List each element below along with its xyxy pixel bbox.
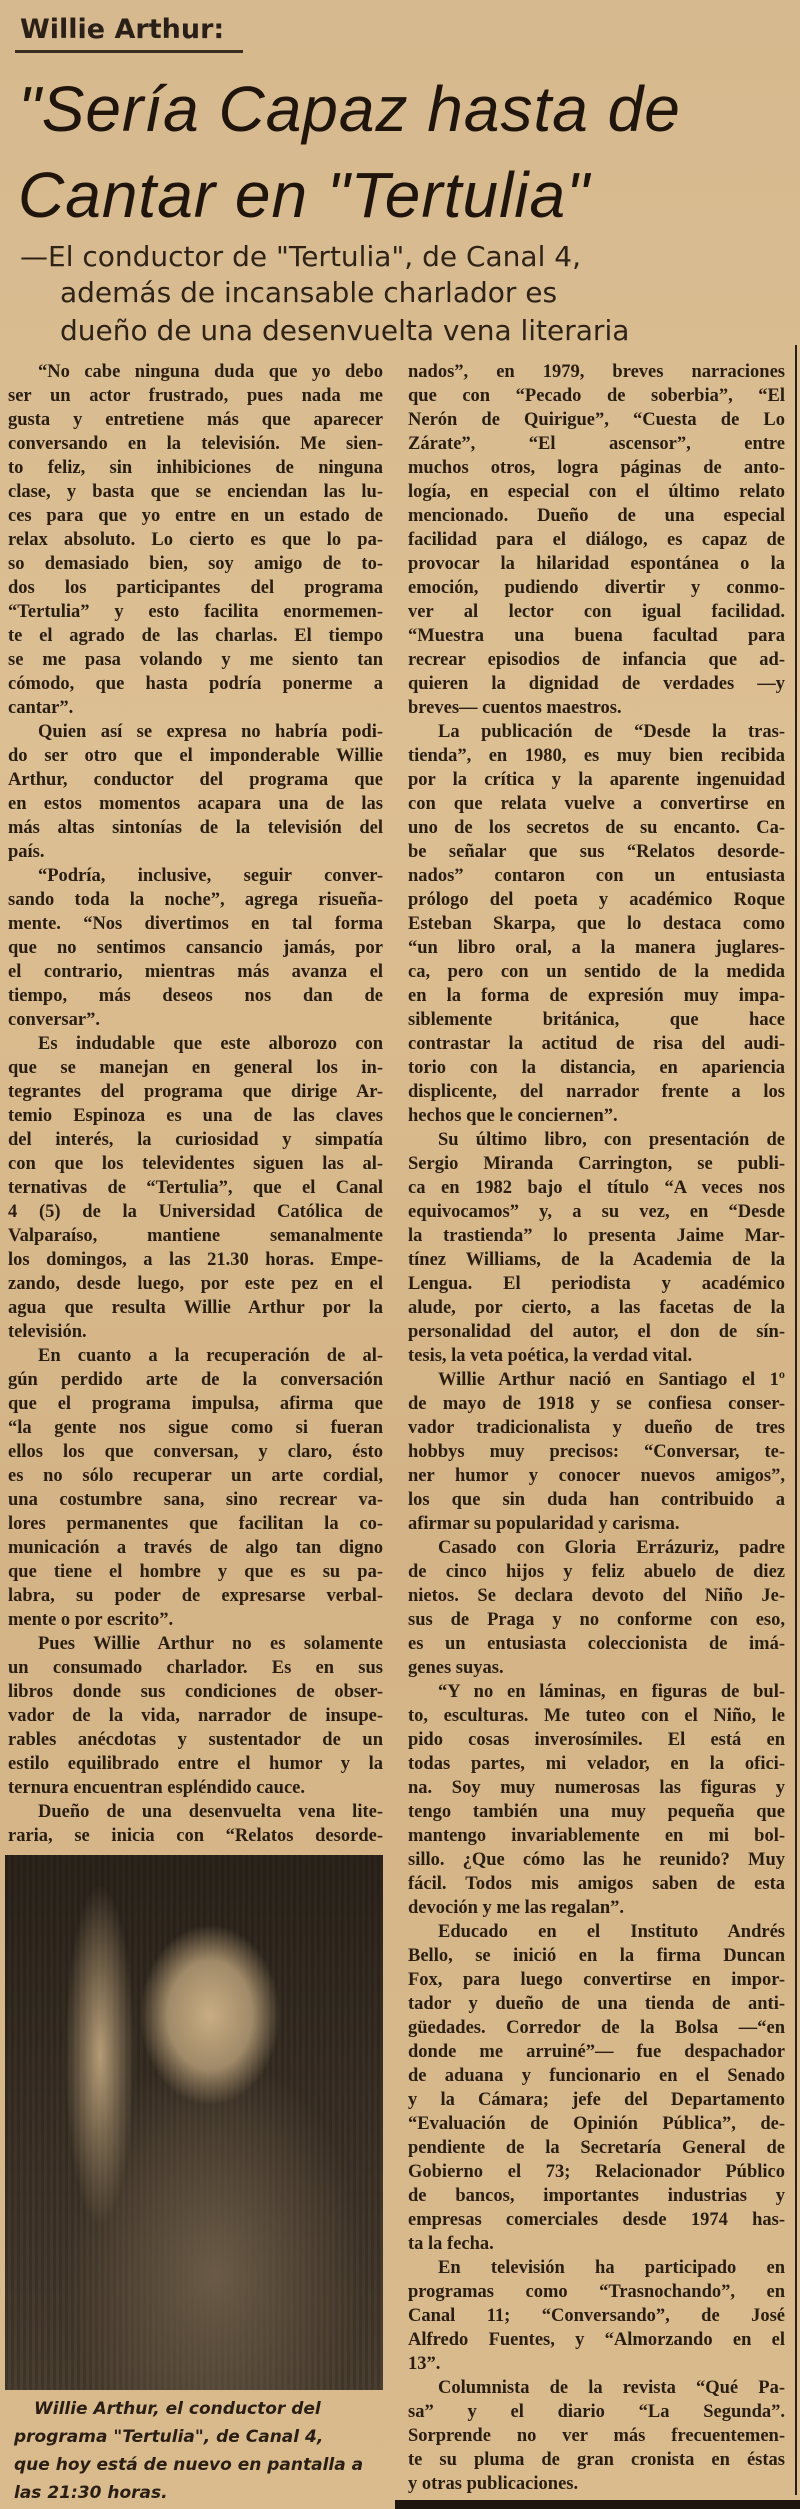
- paragraph-line: por la crítica y la aparente ingenuidad: [408, 770, 785, 790]
- paragraph-line: ner humor y conocer nuevos amigos”,: [408, 1466, 785, 1486]
- paragraph-line: mantengo invariablemente en mi bol-: [408, 1826, 785, 1846]
- paragraph-line: en la forma de expresión muy impa-: [408, 986, 785, 1006]
- paragraph-line: conversando en la televisión. Me sien-: [8, 434, 383, 454]
- paragraph-line: Su último libro, con presentación de: [438, 1130, 785, 1150]
- paragraph-line: en estos momentos acapara una de las: [8, 794, 383, 814]
- paragraph-line: de mayo de 1918 y se confiesa conser-: [408, 1394, 785, 1414]
- paragraph-line: displicente, del narrador frente a los: [408, 1082, 785, 1102]
- paragraph-line: programas como “Trasnochando”, en: [408, 2282, 785, 2302]
- paragraph-line: Canal 11; “Conversando”, de José: [408, 2306, 785, 2326]
- paragraph-line: ellos los que conversan, y claro, ésto: [8, 1442, 383, 1462]
- paragraph-line: Columnista de la revista “Qué Pa-: [438, 2378, 785, 2398]
- paragraph-line: es un entusiasta coleccionista de imá-: [408, 1634, 785, 1654]
- paragraph-line: libros donde sus condiciones de obser-: [8, 1682, 383, 1702]
- paragraph-line: es no sólo recuperar un arte cordial,: [8, 1466, 383, 1486]
- kicker: Willie Arthur:: [20, 14, 225, 45]
- paragraph-line: sa” y el diario “La Segunda”.: [408, 2402, 785, 2422]
- paragraph-line: relax absoluto. Lo cierto es que lo pa-: [8, 530, 383, 550]
- paragraph-line: temio Espinoza es una de las claves: [8, 1106, 383, 1126]
- column-border: [795, 345, 797, 2495]
- caption-line: que hoy está de nuevo en pantalla a: [14, 2455, 364, 2475]
- paragraph-line: tínez Williams, de la Academia de la: [408, 1250, 785, 1270]
- paragraph-line: Valparaíso, mantiene semanalmente: [8, 1226, 383, 1246]
- paragraph-line: hobbys muy precisos: “Conversar, te-: [408, 1442, 785, 1462]
- paragraph-line: Willie Arthur nació en Santiago el 1º: [438, 1370, 785, 1390]
- paragraph-line: mencionado. Dueño de una especial: [408, 506, 785, 526]
- paragraph-line: Nerón de Quirigue”, “Cuesta de Lo: [408, 410, 785, 430]
- paragraph-line: más altas sintonías de la televisión del: [8, 818, 383, 838]
- paragraph-line: con que los televidentes siguen las al-: [8, 1154, 383, 1174]
- paragraph-line: donde me arruiné”— fue despachador: [408, 2042, 785, 2062]
- paragraph-line: clase, y basta que se enciendan las lu-: [8, 482, 383, 502]
- paragraph-line: muchos otros, logra páginas de anto-: [408, 458, 785, 478]
- paragraph-line: tengo también una muy pequeña que: [408, 1802, 785, 1822]
- paragraph-line: de aduana y funcionario en el Senado: [408, 2066, 785, 2086]
- paragraph-line: uno de los secretos de su encanto. Ca-: [408, 818, 785, 838]
- photo-caption: [14, 2395, 374, 2507]
- paragraph-line: do ser otro que el imponderable Willie: [8, 746, 383, 766]
- paragraph-line: 13”.: [408, 2354, 441, 2374]
- paragraph-line: que se manejan en general los in-: [8, 1058, 383, 1078]
- paragraph-line: La publicación de “Desde la tras-: [438, 722, 785, 742]
- paragraph-line: Es indudable que este alborozo con: [38, 1034, 383, 1054]
- paragraph-line: provocar la hilaridad espontánea o la: [408, 554, 785, 574]
- paragraph-line: 4 (5) de la Universidad Católica de: [8, 1202, 383, 1222]
- paragraph-line: ver al lector con igual facilidad.: [408, 602, 785, 622]
- paragraph-line: Casado con Gloria Errázuriz, padre: [438, 1538, 785, 1558]
- paragraph-line: equivocamos” y, a su vez, en “Desde: [408, 1202, 785, 1222]
- paragraph-line: que con “Pecado de soberbia”, “El: [408, 386, 785, 406]
- paragraph-line: “la gente nos sigue como si fueran: [8, 1418, 383, 1438]
- paragraph-line: estilo equilibrado entre el humor y la: [8, 1754, 383, 1774]
- paragraph-line: de cinco hijos y feliz abuelo de diez: [408, 1562, 785, 1582]
- paragraph-line: tegrantes del programa que dirige Ar-: [8, 1082, 383, 1102]
- paragraph-line: prólogo del poeta y académico Roque: [408, 890, 785, 910]
- paragraph-line: En cuanto a la recuperación de al-: [38, 1346, 383, 1366]
- paragraph-line: ca en 1982 bajo el título “A veces nos: [408, 1178, 785, 1198]
- paragraph-line: raria, se inicia con “Relatos desorde-: [8, 1826, 383, 1846]
- paragraph-line: cómodo, que hasta podría ponerme a: [8, 674, 383, 694]
- paragraph-line: país.: [8, 842, 45, 862]
- paragraph-line: fácil. Todos mis amigos saben de esta: [408, 1874, 785, 1894]
- paragraph-line: so demasiado bien, soy amigo de to-: [8, 554, 383, 574]
- paragraph-line: te el agrado de las charlas. El tiempo: [8, 626, 383, 646]
- paragraph-line: “No cabe ninguna duda que yo debo: [38, 362, 383, 382]
- subheadline-line-3: dueño de una desenvuelta vena literaria: [60, 314, 630, 347]
- paragraph-line: Sorprende no ver más frecuentemen-: [408, 2426, 785, 2446]
- paragraph-line: torio con la distancia, en apariencia: [408, 1058, 785, 1078]
- paragraph-line: facilidad para el diálogo, es capaz de: [408, 530, 785, 550]
- paragraph-line: empresas comerciales desde 1974 has-: [408, 2210, 785, 2230]
- paragraph-line: vador tradicionalista y dueño de tres: [408, 1418, 785, 1438]
- paragraph-line: todas partes, mi velador, en la ofici-: [408, 1754, 785, 1774]
- paragraph-line: logía, en especial con el último relato: [408, 482, 785, 502]
- paragraph-line: del interés, la curiosidad y simpatía: [8, 1130, 383, 1150]
- paragraph-line: sando toda la noche”, agrega risueña-: [8, 890, 383, 910]
- bottom-border: [395, 2500, 800, 2509]
- paragraph-line: lores permanentes que facilitan la co-: [8, 1514, 383, 1534]
- paragraph-line: con que relata vuelve a convertirse en: [408, 794, 785, 814]
- paragraph-line: zando, desde luego, por este pez en el: [8, 1274, 383, 1294]
- paragraph-line: personalidad del autor, el don de sín-: [408, 1322, 785, 1342]
- paragraph-line: ternativas de “Tertulia”, que el Canal: [8, 1178, 383, 1198]
- paragraph-line: tesis, la veta poética, la verdad vital.: [408, 1346, 693, 1366]
- paragraph-line: contrastar la actitud de risa del audi-: [408, 1034, 785, 1054]
- paragraph-line: “un libro oral, a la manera juglares-: [408, 938, 785, 958]
- paragraph-line: agua que resulta Willie Arthur por la: [8, 1298, 383, 1318]
- paragraph-line: labra, su poder de expresarse verbal-: [8, 1586, 383, 1606]
- caption-line: Willie Arthur, el conductor del: [34, 2399, 321, 2419]
- paragraph-line: vador de la vida, narrador de insupe-: [8, 1706, 383, 1726]
- paragraph-line: Arthur, conductor del programa que: [8, 770, 383, 790]
- kicker-underline: [15, 50, 243, 53]
- paragraph-line: el contrario, mientras más avanza el: [8, 962, 383, 982]
- paragraph-line: ternura encuentran espléndido cauce.: [8, 1778, 306, 1798]
- paragraph-line: breves— cuentos maestros.: [408, 698, 622, 718]
- paragraph-line: ta la fecha.: [408, 2234, 494, 2254]
- paragraph-line: tienda”, en 1980, es muy bien recibida: [408, 746, 785, 766]
- subheadline-line-2: además de incansable charlador es: [60, 276, 558, 309]
- paragraph-line: que no sentimos cansancio jamás, por: [8, 938, 383, 958]
- paragraph-line: recrear episodios de infancia que ad-: [408, 650, 785, 670]
- paragraph-line: Bello, se inició en la firma Duncan: [408, 1946, 785, 1966]
- paragraph-line: Esteban Skarpa, que lo destaca como: [408, 914, 785, 934]
- paragraph-line: nados” contaron con un entusiasta: [408, 866, 785, 886]
- paragraph-line: que el programa impulsa, afirma que: [8, 1394, 383, 1414]
- paragraph-line: Fox, para luego convertirse en impor-: [408, 1970, 785, 1990]
- paragraph-line: conversar”.: [8, 1010, 100, 1030]
- paragraph-line: que tiene el hombre y que es su pa-: [8, 1562, 383, 1582]
- paragraph-line: nados”, en 1979, breves narraciones: [408, 362, 785, 382]
- paragraph-line: una costumbre sana, sino recrear va-: [8, 1490, 383, 1510]
- paragraph-line: hechos que le conciernen”.: [408, 1106, 618, 1126]
- paragraph-line: la trastienda” lo presenta Jaime Mar-: [408, 1226, 785, 1246]
- paragraph-line: be señalar que sus “Relatos desorde-: [408, 842, 785, 862]
- paragraph-line: Lengua. El periodista y académico: [408, 1274, 785, 1294]
- paragraph-line: pido cosas inverosímiles. El está en: [408, 1730, 785, 1750]
- paragraph-line: sus de Praga y no conforme con eso,: [408, 1610, 785, 1630]
- paragraph-line: sillo. ¿Que cómo las he reunido? Muy: [408, 1850, 785, 1870]
- paragraph-line: devoción y me las regalan”.: [408, 1898, 624, 1918]
- paragraph-line: emoción, pudiendo divertir y conmo-: [408, 578, 785, 598]
- paragraph-line: En televisión ha participado en: [438, 2258, 785, 2278]
- paragraph-line: na. Soy muy numerosas las figuras y: [408, 1778, 785, 1798]
- paragraph-line: Sergio Miranda Carrington, se publi-: [408, 1154, 785, 1174]
- paragraph-line: de bancos, importantes industrias y: [408, 2186, 785, 2206]
- paragraph-line: mente. “Nos divertimos en tal forma: [8, 914, 383, 934]
- article-column-right: [408, 360, 785, 2496]
- paragraph-line: gusta y entretiene más que aparecer: [8, 410, 383, 430]
- paragraph-line: Zárate”, “El ascensor”, entre: [408, 434, 785, 454]
- paragraph-line: te su pluma de gran cronista en éstas: [408, 2450, 785, 2470]
- paragraph-line: “Muestra una buena facultad para: [408, 626, 785, 646]
- paragraph-line: y otras publicaciones.: [408, 2474, 579, 2494]
- paragraph-line: ces para que yo entre en un estado de: [8, 506, 383, 526]
- paragraph-line: Gobierno el 73; Relacionador Público: [408, 2162, 785, 2182]
- paragraph-line: alude, por cierto, a las facetas de la: [408, 1298, 785, 1318]
- headline-line-2: Cantar en "Tertulia": [18, 159, 590, 231]
- headline-line-1: "Sería Capaz hasta de: [18, 73, 681, 145]
- paragraph-line: los que sin duda han contribuido a: [408, 1490, 785, 1510]
- paragraph-line: y la Cámara; jefe del Departamento: [408, 2090, 785, 2110]
- paragraph-line: nietos. Se declara devoto del Niño Je-: [408, 1586, 785, 1606]
- paragraph-line: Alfredo Fuentes, y “Almorzando en el: [408, 2330, 785, 2350]
- paragraph-line: genes suyas.: [408, 1658, 504, 1678]
- paragraph-line: to, esculturas. Me tuteo con el Niño, le: [408, 1706, 785, 1726]
- paragraph-line: Educado en el Instituto Andrés: [438, 1922, 785, 1942]
- paragraph-line: pendiente de la Secretaría General de: [408, 2138, 785, 2158]
- article-column-left: [8, 360, 383, 1848]
- paragraph-line: municación a través de algo tan digno: [8, 1538, 383, 1558]
- paragraph-line: “Y no en láminas, en figuras de bul-: [438, 1682, 785, 1702]
- paragraph-line: Pues Willie Arthur no es solamente: [38, 1634, 383, 1654]
- paragraph-line: tiempo, más deseos nos dan de: [8, 986, 383, 1006]
- paragraph-line: afirmar su popularidad y carisma.: [408, 1514, 680, 1534]
- paragraph-line: se me pasa volando y me siento tan: [8, 650, 383, 670]
- paragraph-line: güedades. Corredor de la Bolsa —“en: [408, 2018, 785, 2038]
- paragraph-line: Quien así se expresa no habría podi-: [38, 722, 383, 742]
- paragraph-line: dos los participantes del programa: [8, 578, 383, 598]
- paragraph-line: Dueño de una desenvuelta vena lite-: [38, 1802, 383, 1822]
- paragraph-line: televisión.: [8, 1322, 87, 1342]
- paragraph-line: “Evaluación de Opinión Pública”, de-: [408, 2114, 785, 2134]
- paragraph-line: “Podría, inclusive, seguir conver-: [38, 866, 383, 886]
- paragraph-line: to feliz, sin inhibiciones de ninguna: [8, 458, 383, 478]
- paragraph-line: un consumado charlador. Es en sus: [8, 1658, 383, 1678]
- caption-line: programa "Tertulia", de Canal 4,: [14, 2427, 324, 2447]
- paragraph-line: ca, pero con un sentido de la medida: [408, 962, 785, 982]
- caption-line: las 21:30 horas.: [14, 2483, 168, 2503]
- paragraph-line: gún perdido arte de la conversación: [8, 1370, 383, 1390]
- subheadline-line-1: —El conductor de "Tertulia", de Canal 4,: [20, 240, 581, 273]
- paragraph-line: siblemente británica, que hace: [408, 1010, 785, 1030]
- paragraph-line: “Tertulia” y esto facilita enormemen-: [8, 602, 383, 622]
- paragraph-line: cantar”.: [8, 698, 74, 718]
- paragraph-line: tador y dueño de una tienda de anti-: [408, 1994, 785, 2014]
- paragraph-line: quieren la dignidad de verdades —y: [408, 674, 785, 694]
- paragraph-line: mente o por escrito”.: [8, 1610, 174, 1630]
- paragraph-line: ser un actor frustrado, pues nada me: [8, 386, 383, 406]
- paragraph-line: rables anécdotas y sustentador de un: [8, 1730, 383, 1750]
- paragraph-line: los domingos, a las 21.30 horas. Empe-: [8, 1250, 383, 1270]
- portrait-photo: [5, 1855, 383, 2390]
